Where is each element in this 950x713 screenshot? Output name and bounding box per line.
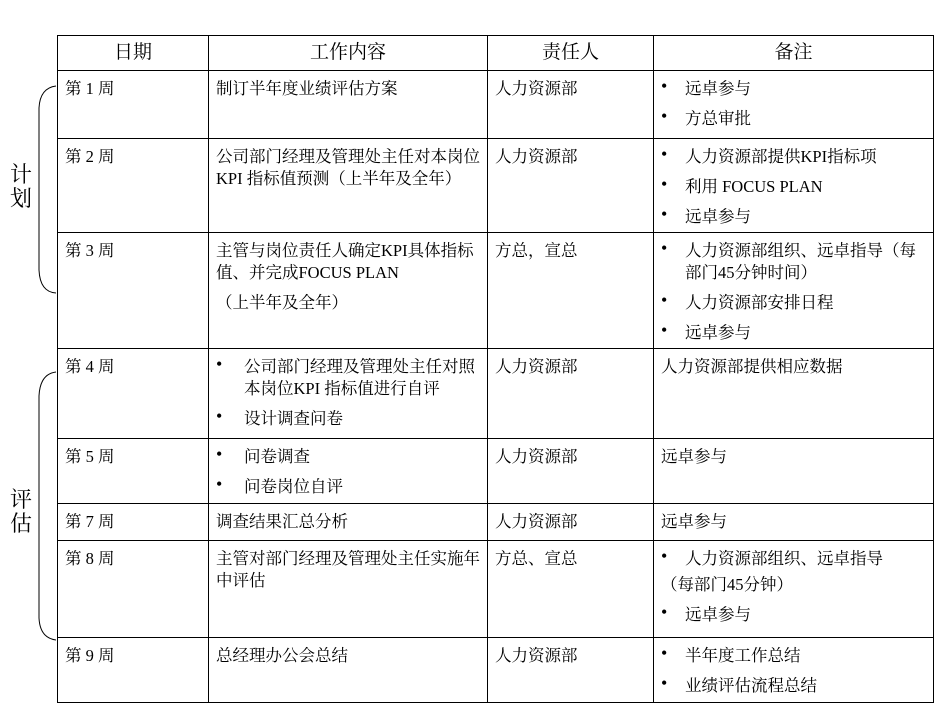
content-text: 制订半年度业绩评估方案 (216, 79, 398, 98)
content-item: • 问卷岗位自评 (216, 476, 480, 498)
table-row (58, 71, 934, 139)
content-item: • 公司部门经理及管理处主任对照本岗位KPI 指标值进行自评 (216, 356, 480, 400)
table-row (58, 139, 934, 233)
content-text: 总经理办公会总结 (216, 646, 348, 665)
content-cell (209, 541, 488, 638)
content-text: 公司部门经理及管理处主任对本岗位KPI 指标值预测（上半年及全年） (216, 147, 480, 188)
content-text: 主管与岗位责任人确定KPI具体指标值、并完成FOCUS PLAN (216, 241, 474, 282)
notes-cell: 远卓参与 (654, 504, 934, 541)
date-cell: 第 5 周 (58, 439, 209, 504)
notes-cell: 远卓参与 (654, 439, 934, 504)
note-item: • 远卓参与 (661, 206, 926, 228)
content-text: （上半年及全年） (216, 293, 348, 312)
owner-cell: 人力资源部 (488, 139, 654, 233)
note-item: • 远卓参与 (661, 604, 926, 626)
content-cell (209, 638, 488, 703)
notes-cell: 人力资源部提供相应数据 (654, 349, 934, 439)
table-row (58, 349, 934, 439)
owner-cell: 人力资源部 (488, 439, 654, 504)
plan-bracket (0, 0, 60, 713)
header-row (58, 36, 934, 71)
owner-cell: 方总，宣总 (488, 233, 654, 349)
notes-list (661, 548, 926, 626)
table-row (58, 439, 934, 504)
content-cell (209, 349, 488, 439)
table-row (58, 233, 934, 349)
notes-cell (654, 139, 934, 233)
note-item: • 方总审批 (661, 108, 926, 130)
content-cell (209, 71, 488, 139)
date-cell: 第 4 周 (58, 349, 209, 439)
content-item: • 设计调查问卷 (216, 408, 480, 430)
notes-cell (654, 71, 934, 139)
note-item: • 半年度工作总结 (661, 645, 926, 667)
schedule-table (57, 35, 934, 703)
date-cell: 第 3 周 (58, 233, 209, 349)
notes-list (661, 240, 926, 344)
plan-label-char: 计 (9, 162, 32, 187)
eval-label-char: 估 (9, 511, 32, 536)
header-content: 工作内容 (209, 36, 488, 71)
content-item: • 问卷调查 (216, 446, 480, 468)
note-item: • 远卓参与 (661, 322, 926, 344)
note-item: • 业绩评估流程总结 (661, 675, 926, 697)
eval-label (9, 488, 33, 536)
content-text: 调查结果汇总分析 (216, 512, 348, 531)
note-item: • 人力资源部组织、远卓指导（每部门45分钟时间） (661, 240, 926, 284)
table-row (58, 638, 934, 703)
notes-list (661, 146, 926, 228)
content-cell (209, 139, 488, 233)
note-item: • 利用 FOCUS PLAN (661, 176, 926, 198)
plan-label-char: 划 (9, 186, 32, 211)
date-cell: 第 9 周 (58, 638, 209, 703)
notes-cell (654, 233, 934, 349)
date-cell: 第 7 周 (58, 504, 209, 541)
date-cell: 第 8 周 (58, 541, 209, 638)
notes-cell (654, 541, 934, 638)
eval-label-char: 评 (9, 487, 32, 512)
note-item: • 远卓参与 (661, 78, 926, 100)
content-cell (209, 439, 488, 504)
date-cell: 第 1 周 (58, 71, 209, 139)
notes-cell (654, 638, 934, 703)
content-cell (209, 504, 488, 541)
date-cell: 第 2 周 (58, 139, 209, 233)
note-item-text: 人力资源部组织、远卓指导 (685, 549, 883, 568)
owner-cell: 方总、宣总 (488, 541, 654, 638)
table-row (58, 541, 934, 638)
notes-list (661, 645, 926, 697)
header-notes: 备注 (654, 36, 934, 71)
owner-cell: 人力资源部 (488, 349, 654, 439)
header-date: 日期 (58, 36, 209, 71)
note-item: • 人力资源部提供KPI指标项 (661, 146, 926, 168)
content-text: 主管对部门经理及管理处主任实施年中评估 (216, 549, 480, 590)
owner-cell: 人力资源部 (488, 71, 654, 139)
note-item-continuation: （每部门45分钟） (661, 575, 793, 594)
note-item (661, 548, 926, 596)
content-list (216, 446, 480, 498)
plan-label (9, 163, 33, 211)
notes-list (661, 78, 926, 130)
owner-cell: 人力资源部 (488, 504, 654, 541)
header-owner: 责任人 (488, 36, 654, 71)
table-row (58, 504, 934, 541)
content-list (216, 356, 480, 430)
note-item: • 人力资源部安排日程 (661, 292, 926, 314)
owner-cell: 人力资源部 (488, 638, 654, 703)
content-cell (209, 233, 488, 349)
